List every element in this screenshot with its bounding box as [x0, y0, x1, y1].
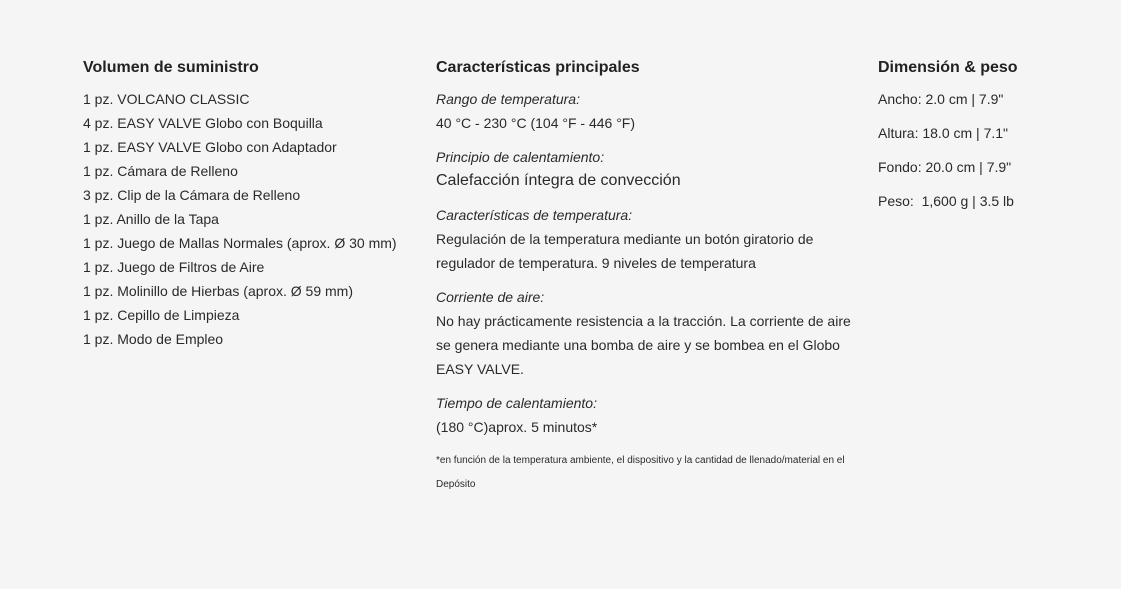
feature-label: Rango de temperatura:	[436, 91, 580, 107]
supply-title: Volumen de suministro	[83, 59, 259, 76]
feature-value: (180 °C)aprox. 5 minutos*	[436, 419, 598, 435]
supply-item: 1 pz. Molinillo de Hierbas (aprox. Ø 59 mm)	[83, 283, 353, 299]
features-section	[436, 57, 856, 497]
supply-item: 1 pz. Anillo de la Tapa	[83, 211, 219, 227]
feature-label: Principio de calentamiento:	[436, 149, 605, 165]
feature-label: Tiempo de calentamiento:	[436, 395, 597, 411]
feature-heating-principle	[436, 145, 856, 193]
supply-item: 3 pz. Clip de la Cámara de Relleno	[83, 187, 301, 203]
supply-item: 1 pz. Juego de Filtros de Aire	[83, 259, 265, 275]
supply-item: 1 pz. Cepillo de Limpieza	[83, 307, 240, 323]
feature-value: No hay prácticamente resistencia a la tracción. La corriente de aire se genera mediante una bomba de aire y se bombea en el Globo EASY VALVE.	[436, 313, 851, 377]
features-footnote: *en función de la temperatura ambiente, el dispositivo y la cantidad de llenado/material en el Depósito	[436, 455, 845, 490]
dimensions-title: Dimensión & peso	[878, 59, 1018, 76]
feature-label: Características de temperatura:	[436, 207, 633, 223]
supply-item: 1 pz. VOLCANO CLASSIC	[83, 91, 250, 107]
feature-heating-time	[436, 391, 856, 439]
dimensions-section	[878, 57, 1108, 223]
feature-temperature-characteristics	[436, 203, 856, 275]
features-title: Características principales	[436, 59, 640, 76]
supply-item: 1 pz. Cámara de Relleno	[83, 163, 238, 179]
feature-airflow	[436, 285, 856, 381]
supply-item: 1 pz. Juego de Mallas Normales (aprox. Ø 30 mm)	[83, 235, 397, 251]
supply-item: 1 pz. EASY VALVE Globo con Adaptador	[83, 139, 337, 155]
feature-value: 40 °C - 230 °C (104 °F - 446 °F)	[436, 115, 636, 131]
feature-value: Regulación de la temperatura mediante un botón giratorio de regulador de temperatura. 9 niveles de temperatura	[436, 231, 814, 271]
dimension-weight: Peso: 1,600 g | 3.5 lb	[878, 193, 1014, 209]
supply-item: 1 pz. Modo de Empleo	[83, 331, 224, 347]
supply-list	[83, 87, 413, 351]
dimension-height: Altura: 18.0 cm | 7.1"	[878, 125, 1008, 141]
feature-label: Corriente de aire:	[436, 289, 545, 305]
feature-value: Calefacción íntegra de convección	[436, 172, 681, 189]
supply-section	[83, 57, 413, 351]
dimension-width: Ancho: 2.0 cm | 7.9"	[878, 91, 1004, 107]
supply-item: 4 pz. EASY VALVE Globo con Boquilla	[83, 115, 323, 131]
dimension-depth: Fondo: 20.0 cm | 7.9"	[878, 159, 1012, 175]
feature-temperature-range	[436, 87, 856, 135]
